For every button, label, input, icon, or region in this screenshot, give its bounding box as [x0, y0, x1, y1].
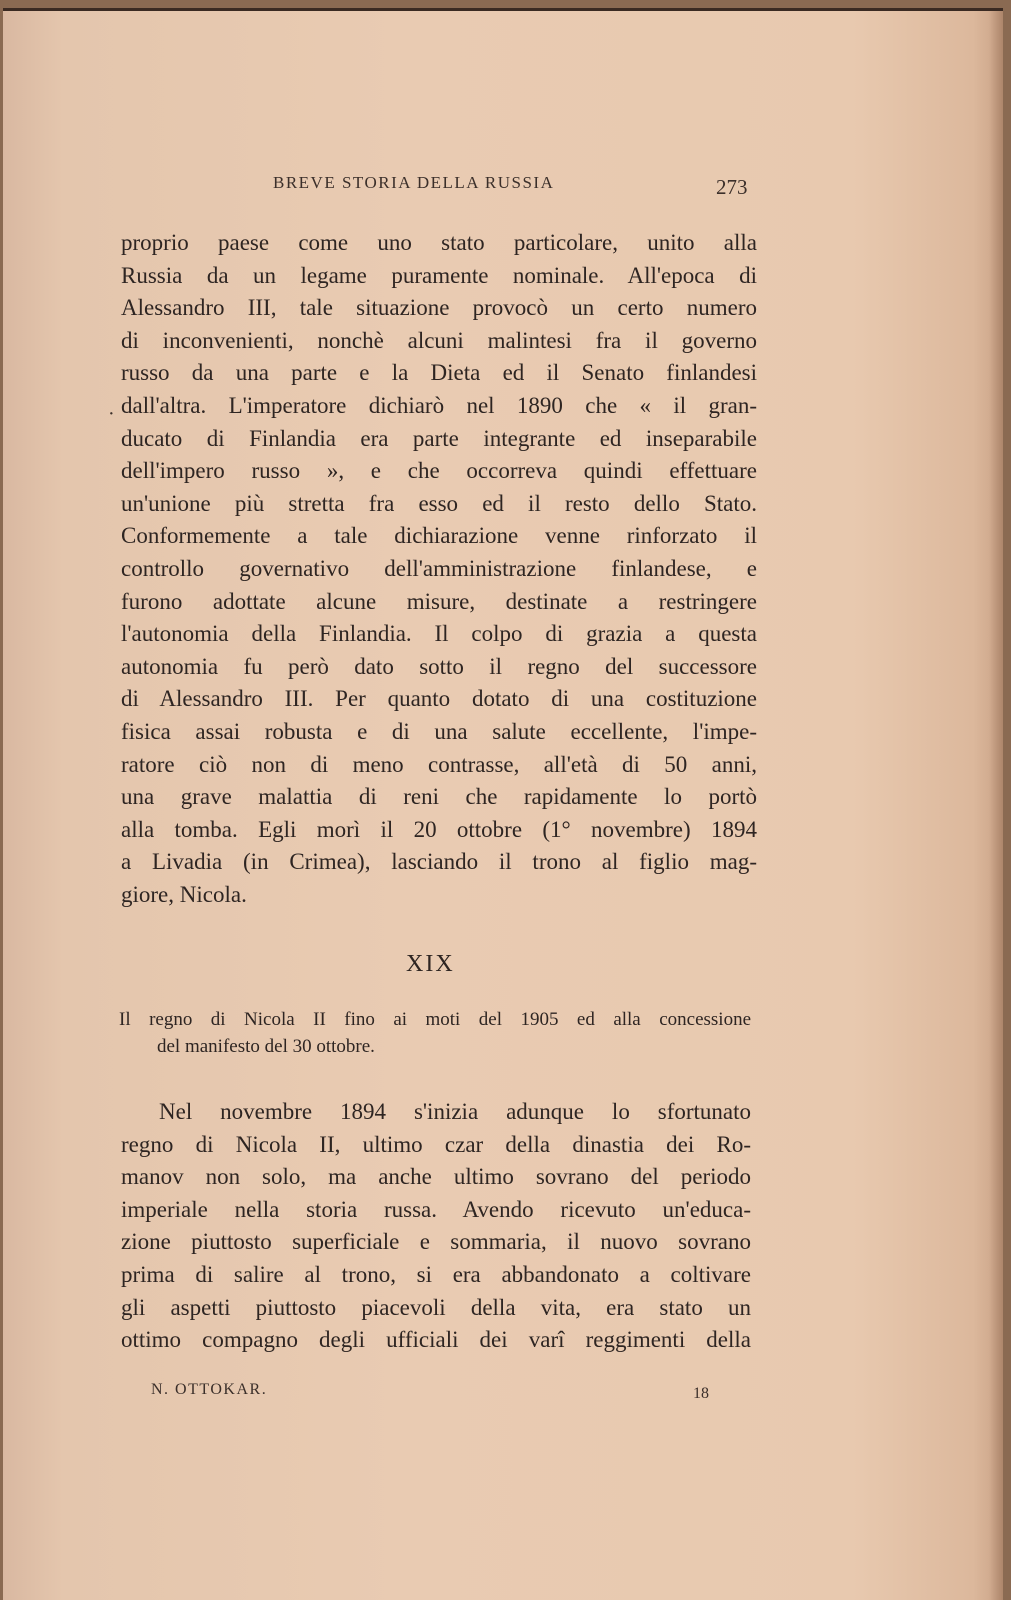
text-line: giore, Nicola.	[121, 881, 247, 907]
text-line: dell'impero russo », e che occorreva quindi effettuare	[121, 458, 757, 484]
text-line: una grave malattia di reni che rapidamente lo portò	[121, 784, 757, 810]
text-line: proprio paese come uno stato particolare, unito alla	[121, 230, 757, 255]
signature-number: 18	[693, 1385, 709, 1402]
text-line: manov non solo, ma anche ultimo sovrano del periodo	[121, 1164, 751, 1190]
text-line: alla tomba. Egli morì il 20 ottobre (1° novembre) 1894	[121, 816, 757, 842]
text-line: di Alessandro III. Per quanto dotato di una costituzione	[121, 686, 757, 712]
text-line: Nel novembre 1894 s'inizia adunque lo sfortunato	[159, 1099, 751, 1124]
printer-signature: N. OTTOKAR.	[151, 1381, 268, 1398]
text-line: dall'altra. L'imperatore dichiarò nel 1890 che « il gran-	[121, 392, 757, 418]
text-line: fisica assai robusta e di una salute eccellente, l'impe-	[121, 718, 757, 744]
book-page	[3, 8, 1003, 1600]
text-line: imperiale nella storia russa. Avendo ricevuto un'educa-	[121, 1196, 751, 1222]
text-line: ratore ciò non di meno contrasse, all'età di 50 anni,	[121, 751, 757, 777]
text-line: controllo governativo dell'amministrazione finlandese, e	[121, 555, 757, 581]
text-line: russo da una parte e la Dieta ed il Senato finlandesi	[121, 360, 757, 386]
running-title: BREVE STORIA DELLA RUSSIA	[273, 173, 555, 192]
text-line: ottimo compagno degli ufficiali dei varî reggimenti della	[121, 1327, 751, 1353]
margin-mark: ·	[108, 403, 115, 425]
text-line: Alessandro III, tale situazione provocò un certo numero	[121, 295, 757, 321]
text-line: Conformemente a tale dichiarazione venne rinforzato il	[121, 523, 757, 549]
text-line: regno di Nicola II, ultimo czar della dinastia dei Ro-	[121, 1131, 751, 1157]
chapter-numeral: XIX	[406, 951, 455, 977]
text-line: a Livadia (in Crimea), lasciando il trono al figlio mag-	[121, 849, 757, 875]
text-line: zione piuttosto superficiale e sommaria, il nuovo sovrano	[121, 1229, 751, 1255]
text-line: prima di salire al trono, si era abbandonato a coltivare	[121, 1261, 751, 1287]
text-line: l'autonomia della Finlandia. Il colpo di grazia a questa	[121, 621, 757, 647]
chapter-title-line: Il regno di Nicola II fino ai moti del 1905 ed alla concessione	[119, 1009, 751, 1030]
chapter-title-line: del manifesto del 30 ottobre.	[157, 1036, 375, 1057]
text-line: gli aspetti piuttosto piacevoli della vita, era stato un	[121, 1294, 751, 1320]
chapter-title	[119, 1006, 751, 1060]
text-line: ducato di Finlandia era parte integrante ed inseparabile	[121, 425, 757, 451]
paragraph-2	[121, 1096, 761, 1357]
text-line: autonomia fu però dato sotto il regno del successore	[121, 653, 757, 679]
text-line: un'unione più stretta fra esso ed il resto dello Stato.	[121, 490, 757, 516]
paragraph-1	[121, 227, 761, 911]
text-line: di inconvenienti, nonchè alcuni malintesi fra il governo	[121, 327, 757, 353]
page-number: 273	[716, 175, 748, 199]
text-line: Russia da un legame puramente nominale. All'epoca di	[121, 262, 757, 288]
text-line: furono adottate alcune misure, destinate a restringere	[121, 588, 757, 614]
